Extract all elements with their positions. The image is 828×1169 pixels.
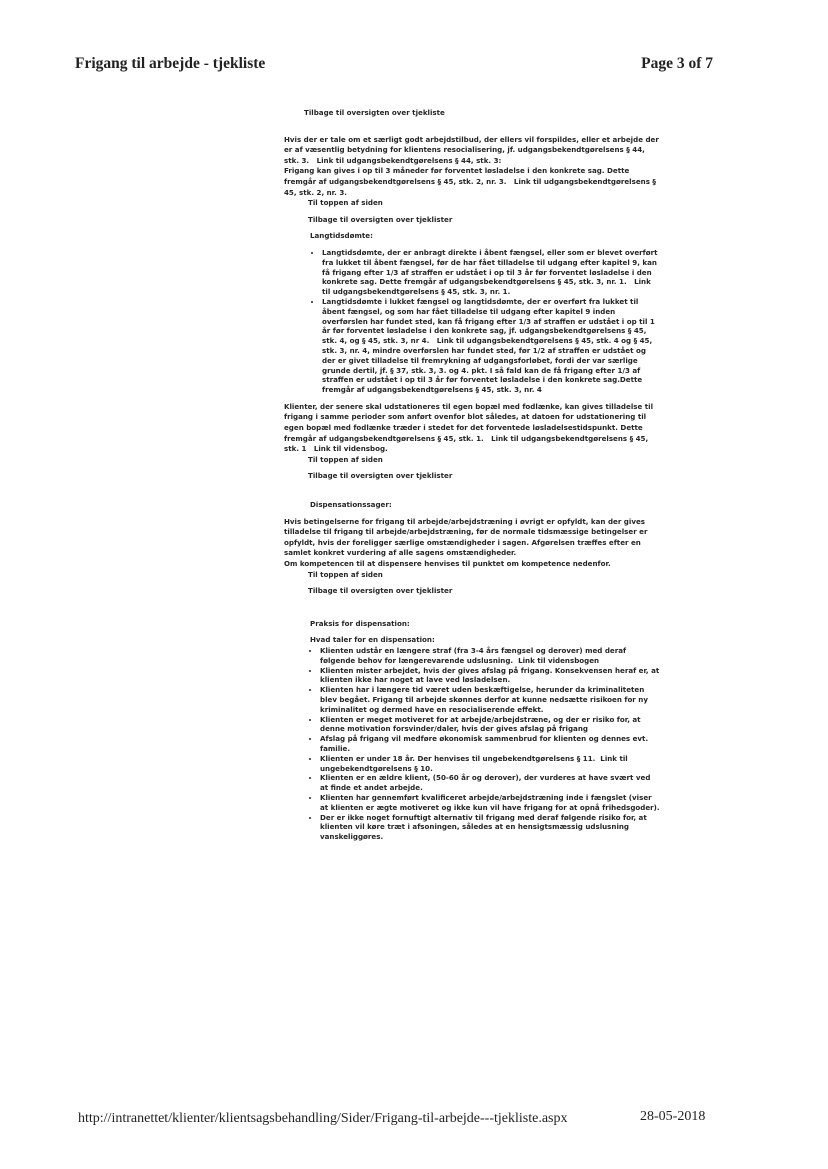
dispensation-reasons-list bbox=[284, 646, 660, 842]
list-item: • Der er ikke noget fornuftigt alternativ til frigang med deraf følgende risiko for, at klienten vil køre træt i afsoningen, således at en hensigtsmæssig udslusning vanskeliggøres. bbox=[320, 813, 660, 842]
competence-paragraph: Om kompetencen til at dispensere henvises til punktet om kompetence nedenfor. bbox=[284, 559, 611, 569]
back-to-overview-link[interactable]: Tilbage til oversigten over tjekliste bbox=[304, 108, 445, 117]
list-item: • Klienten har gennemført kvalificeret arbejde/arbejdstræning inde i fængslet (viser at klienten er ægte motiveret og ikke kun vil have frigang for at opnå frihedsgoder). bbox=[320, 793, 660, 813]
work-offer-paragraph bbox=[284, 135, 660, 167]
link-udgangsbekendtgoerelsen-45-4[interactable]: Link til udgangsbekendtgørelsens § 45, stk. 4 og § 45, stk. 3, nr. 4, bbox=[322, 336, 653, 355]
to-top-link[interactable]: Til toppen af siden bbox=[308, 454, 383, 464]
link-udgangsbekendtgoerelsen-45-3-1[interactable]: Link til udgangsbekendtgørelsens § 45, stk. 3, nr. 1. bbox=[322, 277, 651, 297]
link-udgangsbekendtgoerelsen-45-2-3[interactable]: Link til udgangsbekendtgørelsens § 45, stk. 2, nr. 3. bbox=[284, 176, 656, 197]
to-top-link[interactable]: Til toppen af siden bbox=[308, 569, 383, 579]
section-heading-praksis: Praksis for dispensation: bbox=[310, 618, 410, 628]
dispensation-paragraph: Hvis betingelserne for frigang til arbejde/arbejdstræning i øvrigt er opfyldt, kan der gives tilladelse til frigang til arbejde/arbejdstræning, før de normale tidsmæssige betingelser er opfyldt, hvis der foreligger særlige omstændigheder i sagen. Afgørelsen træffes efter en samlet konkret vurdering af alle sagens omstændigheder. bbox=[284, 516, 648, 558]
list-item: • Klienten har i længere tid været uden beskæftigelse, herunder da kriminaliteten blev begået. Frigang til arbejde skønnes derfor at kunne nedsætte risikoen for ny kriminalitet og dermed have en resocialiserende effekt. bbox=[320, 685, 660, 714]
page-header-title: Frigang til arbejde - tjekliste bbox=[75, 55, 266, 72]
work-offer-text: Hvis der er tale om et særligt godt arbejdstilbud, der ellers vil forspildes, eller et arbejde der er af væsentlig betydning for klientens resocialisering, jf. udgangsbekendtgørelsens § 44, stk. 3. bbox=[284, 134, 659, 165]
three-months-text: Frigang kan gives i op til 3 måneder før forventet løsladelse i den konkrete sag. Dette fremgår af udgangsbekendtgørelsens § 45, stk. 2, nr. 3. bbox=[284, 166, 630, 186]
list-item: • Langtidsdømte i lukket fængsel og langtidsdømte, der er overført fra lukket til åbent fængsel, og som har fået tilladelse til udgang efter kapitel 9 inden overførslen har fundet sted, kan få frigang efter 1/3 af straffen er udstået i op til 1 år før forventet løsladelse i den konkrete sag, jf. udgangsbekendtgørelsens § 45, stk. 4, og § 45, stk. 3, nr 4. Link til udgangsbekendtgørelsens § 45, stk. 4 og § 45, stk. 3, nr. 4, mindre overførslen har fundet sted, før 1/2 af straffen er udstået og der er givet tilladelse til fremrykning af udgangsforløbet, fordi der var særlige grunde dertil, jf. § 37, stk. 3, 3. og 4. pkt. I så fald kan de få frigang efter 1/3 af straffen er udstået i op til 3 år før forventet løsladelse i den konkrete sag.Dette fremgår af udgangsbekendtgørelsens § 45, stk. 3, nr. 4 bbox=[322, 297, 660, 395]
document-content bbox=[284, 108, 660, 849]
to-top-link[interactable]: Til toppen af siden bbox=[308, 198, 383, 208]
footer-date: 28-05-2018 bbox=[640, 1109, 706, 1124]
fodlaenke-paragraph: Klienter, der senere skal udstationeres til egen bopæl med fodlænke, kan gives tilladelse til frigang i samme perioder som anført ovenfor blot således, at datoen for udstationering til egen bopæl med fodlænke træder i stedet for det forventede løsladelsestidspunkt. Dette fremgår af udgangsbekendtgørelsens § 45, stk. 1. Link til udgangsbekendtgørelsens § 45, stk. 1 Link til vidensbog. bbox=[284, 401, 654, 454]
link-udgangsbekendtgoerelsen-45-1[interactable]: Link til udgangsbekendtgørelsens § 45, stk. 1 bbox=[284, 433, 649, 454]
link-udgangsbekendtgoerelsen-44-3[interactable]: Link til udgangsbekendtgørelsens § 44, stk. 3: bbox=[316, 155, 502, 165]
link-vidensbog[interactable]: Link til vidensbog. bbox=[313, 444, 388, 454]
list-item: • Klienten er under 18 år. Der henvises til ungebekendtgørelsens § 11. Link til ungebekendtgørelsens § 10. bbox=[320, 754, 660, 774]
back-to-overview-link[interactable]: Tilbage til oversigten over tjeklister bbox=[308, 471, 453, 481]
list-item: • Langtidsdømte, der er anbragt direkte i åbent fængsel, eller som er blevet overført fra lukket til åbent fængsel, før de har fået tilladelse til udgang efter kapitel 9, kan få frigang efter 1/3 af straffen er udstået i op til 3 år før forventet løsladelse i den konkrete sag. Dette fremgår af udgangsbekendtgørelsens § 45, stk. 3, nr. 1. Link til udgangsbekendtgørelsens § 45, stk. 3, nr. 1. bbox=[322, 248, 660, 297]
subheading-hvad-taler-for: Hvad taler for en dispensation: bbox=[310, 635, 435, 645]
back-to-overview-link[interactable]: Tilbage til oversigten over tjeklister bbox=[308, 586, 453, 596]
page-number: Page 3 of 7 bbox=[641, 55, 713, 72]
section-heading-langtidsdoemte: Langtidsdømte: bbox=[310, 231, 373, 241]
list-item: • Klienten mister arbejdet, hvis der gives afslag på frigang. Konsekvensen heraf er, at klienten ikke har noget at lave ved løsladelsen. bbox=[320, 666, 660, 686]
list-item: • Klienten udstår en længere straf (fra 3-4 års fængsel og derover) med deraf følgende behov for længerevarende udslusning. Link til vidensbogen bbox=[320, 646, 660, 666]
list-item: • Klienten er meget motiveret for at arbejde/arbejdstræne, og der er risiko for, at denne motivation forsvinder/daler, hvis der gives afslag på frigang bbox=[320, 715, 660, 735]
link-ungebekendtgoerelsen-10[interactable]: Link til ungebekendtgørelsens § 10. bbox=[320, 753, 628, 773]
list-item: • Klienten er en ældre klient, (50-60 år og derover), der vurderes at have svært ved at finde et andet arbejde. bbox=[320, 773, 660, 793]
list-item: • Afslag på frigang vil medføre økonomisk sammenbrud for klienten og dennes evt. familie. bbox=[320, 734, 660, 754]
footer-url: http://intranettet/klienter/klientsagsbehandling/Sider/Frigang-til-arbejde---tjekliste.aspx bbox=[78, 1111, 568, 1126]
section-heading-dispensationssager: Dispensationssager: bbox=[310, 500, 392, 510]
three-months-paragraph bbox=[284, 166, 660, 198]
langtidsdoemte-list bbox=[284, 248, 660, 395]
back-to-overview-link[interactable]: Tilbage til oversigten over tjeklister bbox=[308, 214, 453, 224]
link-vidensbogen[interactable]: Link til vidensbogen bbox=[518, 655, 600, 665]
